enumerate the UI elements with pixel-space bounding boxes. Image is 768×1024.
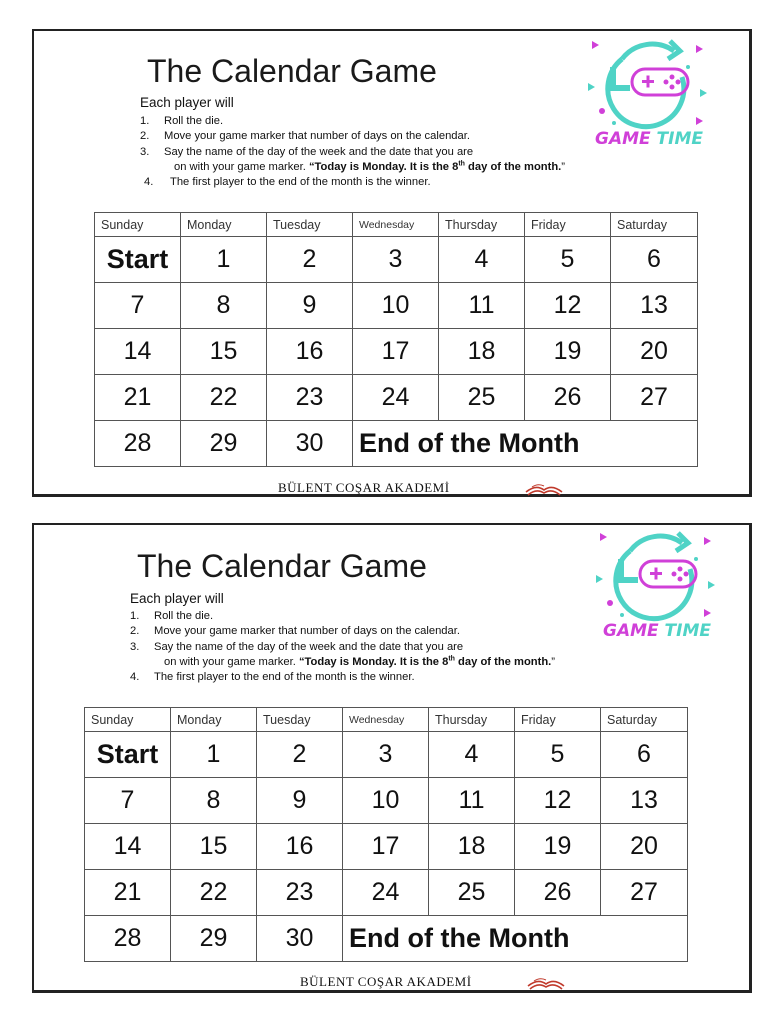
rules-list	[140, 114, 565, 190]
day-cell: 3	[353, 237, 439, 283]
week-row	[95, 329, 698, 375]
day-cell: 12	[525, 283, 611, 329]
weekday-header: Wednesday	[343, 708, 429, 732]
rules-list	[130, 609, 555, 685]
day-cell: 11	[439, 283, 525, 329]
day-cell: 13	[601, 778, 688, 824]
week-row	[95, 375, 698, 421]
weekday-header: Wednesday	[353, 213, 439, 237]
game-time-label: GAME TIME	[602, 621, 711, 641]
rule-item: 3. Say the name of the day of the week and the date that you are	[130, 640, 464, 653]
rule-item: 4. The first player to the end of the month is the winner.	[130, 671, 415, 684]
week-row	[95, 283, 698, 329]
game-time-logo	[584, 37, 710, 155]
day-cell: 21	[95, 375, 181, 421]
weekday-header: Saturday	[601, 708, 688, 732]
rule-item: 4. The first player to the end of the month is the winner.	[144, 176, 431, 189]
day-cell: 6	[601, 732, 688, 778]
day-cell: 19	[515, 824, 601, 870]
day-cell: 26	[515, 870, 601, 916]
end-of-month-cell: End of the Month	[353, 421, 698, 467]
day-cell: 2	[267, 237, 353, 283]
day-cell: 20	[601, 824, 688, 870]
weekday-header: Tuesday	[267, 213, 353, 237]
calendar-table	[84, 707, 688, 962]
weekday-header: Monday	[171, 708, 257, 732]
day-cell: 11	[429, 778, 515, 824]
weekday-header-row	[85, 708, 688, 732]
day-cell: 18	[439, 329, 525, 375]
day-cell: 7	[85, 778, 171, 824]
weekday-header: Friday	[515, 708, 601, 732]
day-cell: 10	[353, 283, 439, 329]
intro-text: Each player will	[140, 95, 234, 110]
week-row	[95, 421, 698, 467]
weekday-header: Thursday	[439, 213, 525, 237]
day-cell: 28	[85, 916, 171, 962]
day-cell: 26	[525, 375, 611, 421]
day-cell: 15	[181, 329, 267, 375]
day-cell: 27	[601, 870, 688, 916]
weekday-header-row	[95, 213, 698, 237]
day-cell: 23	[257, 870, 343, 916]
day-cell: 9	[267, 283, 353, 329]
day-cell: 18	[429, 824, 515, 870]
week-row	[85, 916, 688, 962]
day-cell: 4	[439, 237, 525, 283]
day-cell: 16	[267, 329, 353, 375]
footer-publisher: BÜLENT COŞAR AKADEMİ	[300, 974, 472, 989]
open-book-icon	[524, 480, 564, 496]
day-cell: 23	[267, 375, 353, 421]
day-cell: 29	[181, 421, 267, 467]
day-cell: 3	[343, 732, 429, 778]
day-cell: 6	[611, 237, 698, 283]
day-cell: 28	[95, 421, 181, 467]
day-cell: 25	[439, 375, 525, 421]
day-cell: 15	[171, 824, 257, 870]
day-cell: 30	[257, 916, 343, 962]
weekday-header: Sunday	[95, 213, 181, 237]
start-cell: Start	[95, 237, 181, 283]
day-cell: 17	[353, 329, 439, 375]
calendar-game-card-2	[32, 523, 752, 993]
rule-item: 1. Roll the die.	[140, 115, 224, 127]
day-cell: 13	[611, 283, 698, 329]
day-cell: 5	[515, 732, 601, 778]
day-cell: 1	[181, 237, 267, 283]
day-cell: 30	[267, 421, 353, 467]
day-cell: 1	[171, 732, 257, 778]
weekday-header: Saturday	[611, 213, 698, 237]
weekday-header: Monday	[181, 213, 267, 237]
rule-item: 2. Move your game marker that number of days on the calendar.	[140, 130, 470, 143]
week-row	[85, 870, 688, 916]
calendar-game-card-1	[32, 29, 752, 497]
weekday-header: Friday	[525, 213, 611, 237]
rule-item: 1. Roll the die.	[130, 610, 214, 622]
day-cell: 4	[429, 732, 515, 778]
day-cell: 22	[181, 375, 267, 421]
day-cell: 16	[257, 824, 343, 870]
day-cell: 27	[611, 375, 698, 421]
day-cell: 8	[181, 283, 267, 329]
day-cell: 8	[171, 778, 257, 824]
day-cell: 9	[257, 778, 343, 824]
rule-item: 3. Say the name of the day of the week and the date that you are	[140, 145, 474, 158]
open-book-icon	[526, 974, 566, 990]
game-controller-clock-icon	[584, 37, 710, 132]
day-cell: 12	[515, 778, 601, 824]
week-row	[95, 237, 698, 283]
day-cell: 14	[95, 329, 181, 375]
week-row	[85, 732, 688, 778]
footer-publisher: BÜLENT COŞAR AKADEMİ	[278, 480, 450, 495]
day-cell: 24	[353, 375, 439, 421]
weekday-header: Thursday	[429, 708, 515, 732]
weekday-header: Tuesday	[257, 708, 343, 732]
day-cell: 24	[343, 870, 429, 916]
start-cell: Start	[85, 732, 171, 778]
week-row	[85, 824, 688, 870]
end-of-month-cell: End of the Month	[343, 916, 688, 962]
week-row	[85, 778, 688, 824]
day-cell: 21	[85, 870, 171, 916]
day-cell: 14	[85, 824, 171, 870]
game-time-logo	[592, 529, 718, 647]
weekday-header: Sunday	[85, 708, 171, 732]
page-title: The Calendar Game	[147, 53, 437, 89]
game-controller-clock-icon	[592, 529, 718, 624]
day-cell: 17	[343, 824, 429, 870]
day-cell: 22	[171, 870, 257, 916]
intro-text: Each player will	[130, 591, 224, 606]
day-cell: 29	[171, 916, 257, 962]
day-cell: 2	[257, 732, 343, 778]
day-cell: 25	[429, 870, 515, 916]
game-time-label: GAME TIME	[594, 129, 703, 149]
day-cell: 19	[525, 329, 611, 375]
day-cell: 5	[525, 237, 611, 283]
rule-item-continuation: on with your game marker. “Today is Monday. It is the 8th day of the month.”	[164, 655, 556, 668]
day-cell: 20	[611, 329, 698, 375]
calendar-table	[94, 212, 698, 467]
rule-item-continuation: on with your game marker. “Today is Monday. It is the 8th day of the month.”	[174, 160, 566, 173]
rule-item: 2. Move your game marker that number of days on the calendar.	[130, 625, 460, 638]
page-title: The Calendar Game	[137, 548, 427, 584]
day-cell: 10	[343, 778, 429, 824]
day-cell: 7	[95, 283, 181, 329]
